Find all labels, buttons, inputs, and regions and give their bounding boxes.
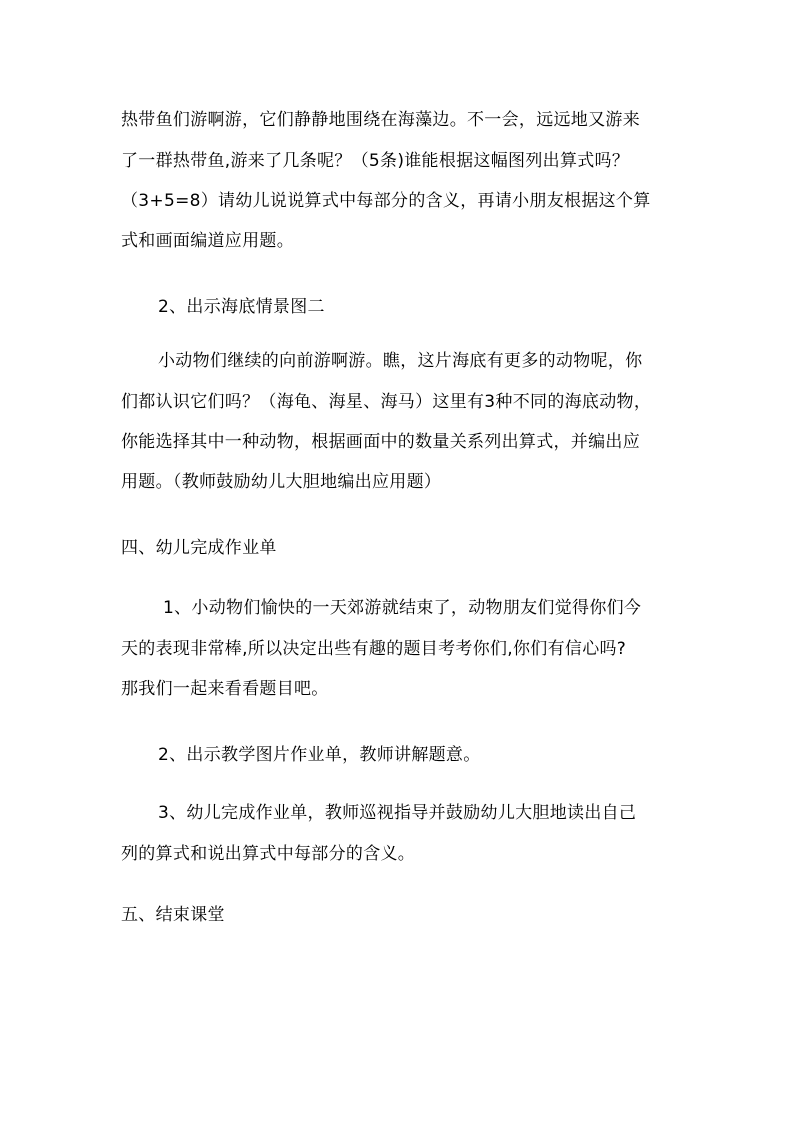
paragraph-line: 列的算式和说出算式中每部分的含义。 xyxy=(121,844,416,864)
paragraph-line: 用题。（教师鼓励幼儿大胆地编出应用题） xyxy=(121,472,442,492)
paragraph-line: 热带鱼们游啊游，它们静静地围绕在海藻边。不一会，远远地又游来 xyxy=(121,110,640,130)
section-heading: 五、结束课堂 xyxy=(121,905,225,925)
paragraph-line: 天的表现非常棒,所以决定出些有趣的题目考考你们,你们有信心吗? xyxy=(121,639,627,659)
paragraph-line: 3、幼儿完成作业单，教师巡视指导并鼓励幼儿大胆地读出自己 xyxy=(158,803,637,823)
paragraph-line: 那我们一起来看看题目吧。 xyxy=(121,679,329,699)
paragraph-line: 你能选择其中一种动物，根据画面中的数量关系列出算式，并编出应 xyxy=(121,432,640,452)
paragraph-line: 式和画面编道应用题。 xyxy=(121,231,294,251)
paragraph-line: 们都认识它们吗？（海龟、海星、海马）这里有3种不同的海底动物， xyxy=(121,392,652,412)
paragraph-line: 小动物们继续的向前游啊游。瞧，这片海底有更多的动物呢，你 xyxy=(158,351,643,371)
paragraph-line: 了一群热带鱼,游来了几条呢？（5条)谁能根据这幅图列出算式吗？ xyxy=(121,151,630,171)
paragraph-line: 1、小动物们愉快的一天郊游就结束了，动物朋友们觉得你们今 xyxy=(163,598,642,618)
paragraph-line: （3+5=8）请幼儿说说算式中每部分的含义，再请小朋友根据这个算 xyxy=(121,191,651,211)
section-heading: 四、幼儿完成作业单 xyxy=(121,538,277,558)
paragraph-line: 2、出示教学图片作业单，教师讲解题意。 xyxy=(158,745,481,765)
subheading: 2、出示海底情景图二 xyxy=(158,297,325,317)
